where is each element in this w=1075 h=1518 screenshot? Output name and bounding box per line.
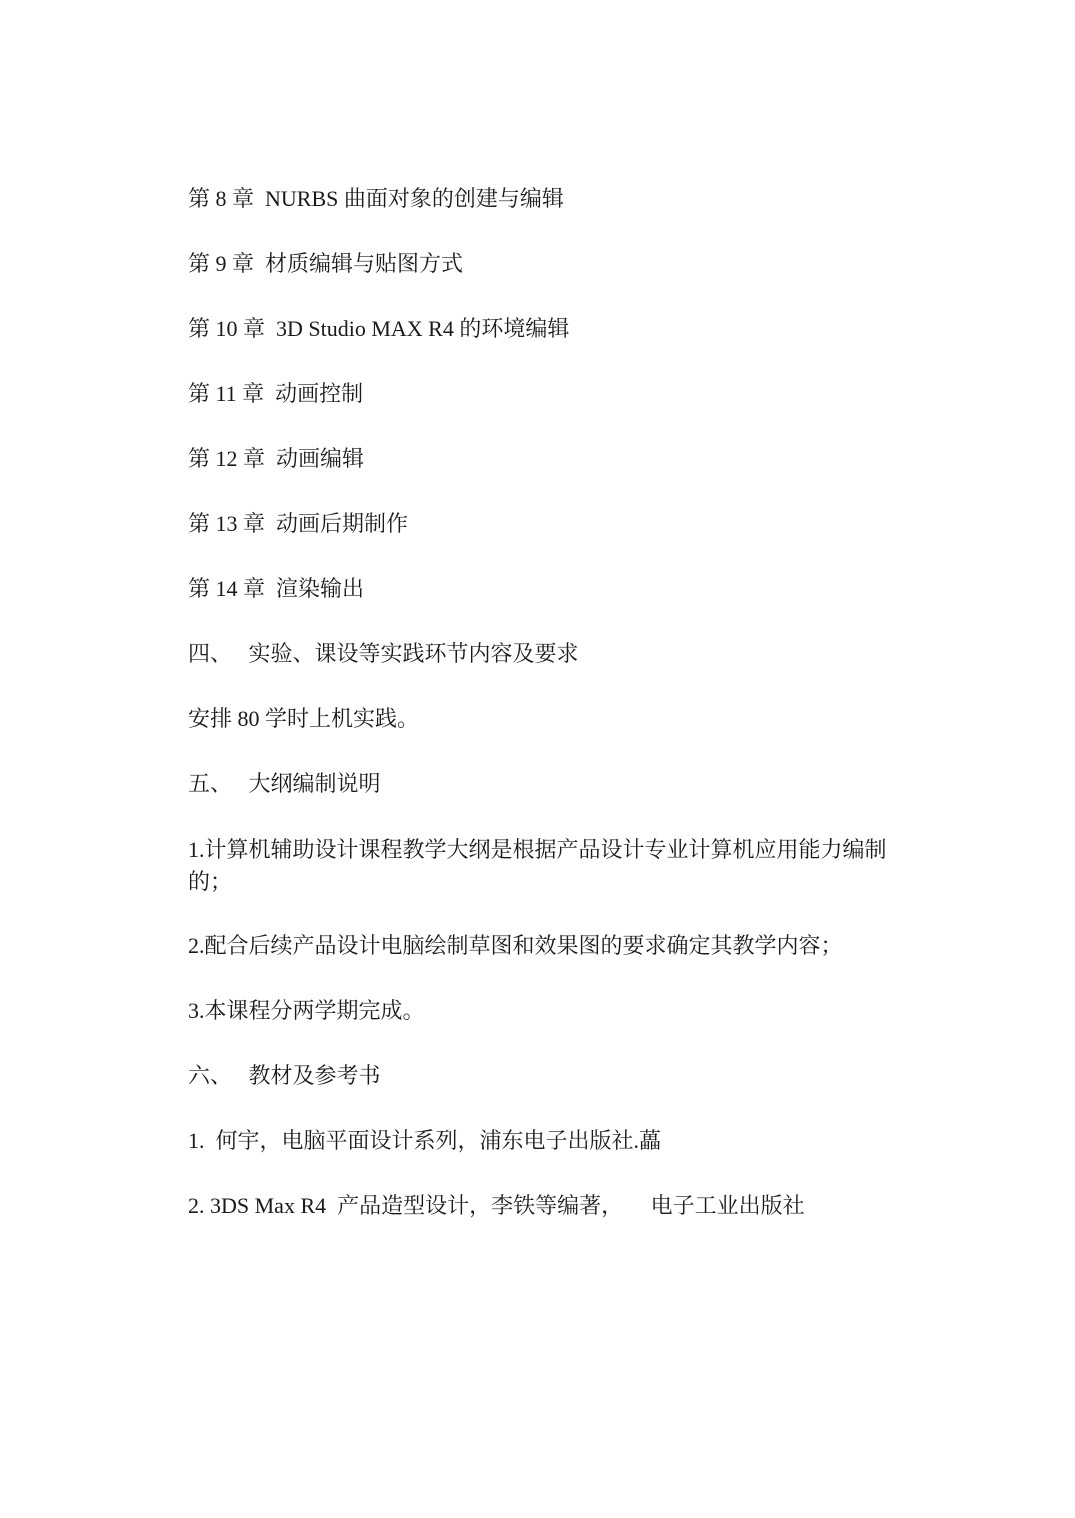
chapter-14-line: 第 14 章 渲染输出 bbox=[188, 576, 365, 601]
section-heading-5: 五、 大纲编制说明 bbox=[188, 771, 381, 796]
chapter-11-line: 第 11 章 动画控制 bbox=[188, 381, 364, 406]
chapter-13-line: 第 13 章 动画后期制作 bbox=[188, 511, 409, 536]
reference-book-2: 2. 3DS Max R4 产品造型设计，李铁等编著， 电子工业出版社 bbox=[188, 1193, 805, 1218]
outline-note-1: 1.计算机辅助设计课程教学大纲是根据产品设计专业计算机应用能力编制的； bbox=[188, 837, 887, 894]
section-heading-4: 四、 实验、课设等实践环节内容及要求 bbox=[188, 641, 579, 666]
section-heading-6: 六、 教材及参考书 bbox=[188, 1063, 381, 1088]
chapter-9-line: 第 9 章 材质编辑与贴图方式 bbox=[188, 251, 464, 276]
outline-note-2: 2.配合后续产品设计电脑绘制草图和效果图的要求确定其教学内容； bbox=[188, 933, 843, 958]
practice-hours-text: 安排 80 学时上机实践。 bbox=[188, 706, 420, 731]
chapter-8-line: 第 8 章 NURBS 曲面对象的创建与编辑 bbox=[188, 186, 564, 211]
chapter-10-line: 第 10 章 3D Studio MAX R4 的环境编辑 bbox=[188, 316, 570, 341]
outline-note-3: 3.本课程分两学期完成。 bbox=[188, 998, 425, 1023]
reference-book-1: 1. 何宇，电脑平面设计系列，浦东电子出版社.藟 bbox=[188, 1128, 662, 1153]
chapter-12-line: 第 12 章 动画编辑 bbox=[188, 446, 365, 471]
